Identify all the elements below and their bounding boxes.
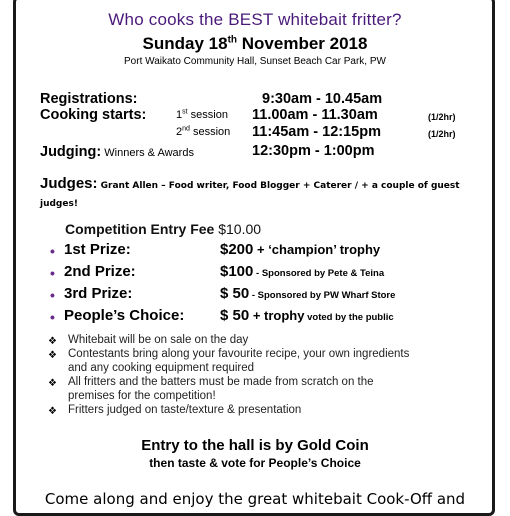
session2-note: (1/2hr) <box>428 129 456 139</box>
event-venue: Port Waikato Community Hall, Sunset Beach Car Park, PW <box>124 56 386 67</box>
prize-name: People’s Choice: <box>64 307 185 324</box>
rule-text: All fritters and the batters must be made from scratch on the <box>68 376 374 388</box>
entry-gold-coin: Entry to the hall is by Gold Coin <box>141 437 369 454</box>
rule-text: premises for the competition! <box>68 390 216 402</box>
session1-note: (1/2hr) <box>428 112 456 122</box>
prize-amount: $ 50 + trophy voted by the public <box>220 307 394 324</box>
rule-text: Fritters judged on taste/texture & presentation <box>68 404 302 416</box>
judges-info: Judges: Grant Allen – Food writer, Food Blogger + Caterer / + a couple of guest judges! <box>40 175 460 209</box>
cooking-label: Cooking starts: <box>40 107 147 123</box>
entry-fee: Competition Entry Fee $10.00 <box>65 221 262 237</box>
rule-marker-icon: ❖ <box>48 378 57 389</box>
session1-label: 1st session <box>176 108 228 121</box>
session2-label: 2nd session <box>176 125 231 138</box>
prize-amount: $ 50 - Sponsored by PW Wharf Store <box>220 285 396 302</box>
event-date: Sunday 18th November 2018 <box>142 34 368 53</box>
session1-time: 11.00am - 11.30am <box>252 107 378 123</box>
prize-row: • <box>50 287 55 303</box>
judging-row: Judging: Winners & Awards <box>40 144 194 160</box>
rule-text: Whitebait will be on sale on the day <box>68 334 249 346</box>
registrations-label: Registrations: <box>40 91 138 107</box>
prize-name: 1st Prize: <box>64 241 131 258</box>
prize-row: • <box>50 309 55 325</box>
prize-name: 2nd Prize: <box>64 263 136 280</box>
prize-amount: $200 + ‘champion’ trophy <box>220 241 381 258</box>
prize-amount: $100 - Sponsored by Pete & Teina <box>220 263 385 280</box>
rule-marker-icon: ❖ <box>48 350 57 361</box>
entry-vote: then taste & vote for People’s Choice <box>149 456 361 470</box>
registrations-time: 9:30am - 10.45am <box>262 91 383 107</box>
prize-name: 3rd Prize: <box>64 285 133 302</box>
rule-marker-icon: ❖ <box>48 336 57 347</box>
prize-row: • <box>50 265 55 281</box>
closing-text: Come along and enjoy the great whitebait Cook-Off and <box>44 490 466 508</box>
session2-time: 11:45am - 12:15pm <box>252 124 381 140</box>
prize-row: • <box>50 243 55 259</box>
rule-text: and any cooking equipment required <box>68 362 255 374</box>
rule-text: Contestants bring along your favourite recipe, your own ingredients <box>68 348 410 360</box>
judging-time: 12:30pm - 1:00pm <box>252 143 375 159</box>
poster-tagline: Who cooks the BEST whitebait fritter? <box>108 10 402 29</box>
rule-marker-icon: ❖ <box>48 406 57 417</box>
